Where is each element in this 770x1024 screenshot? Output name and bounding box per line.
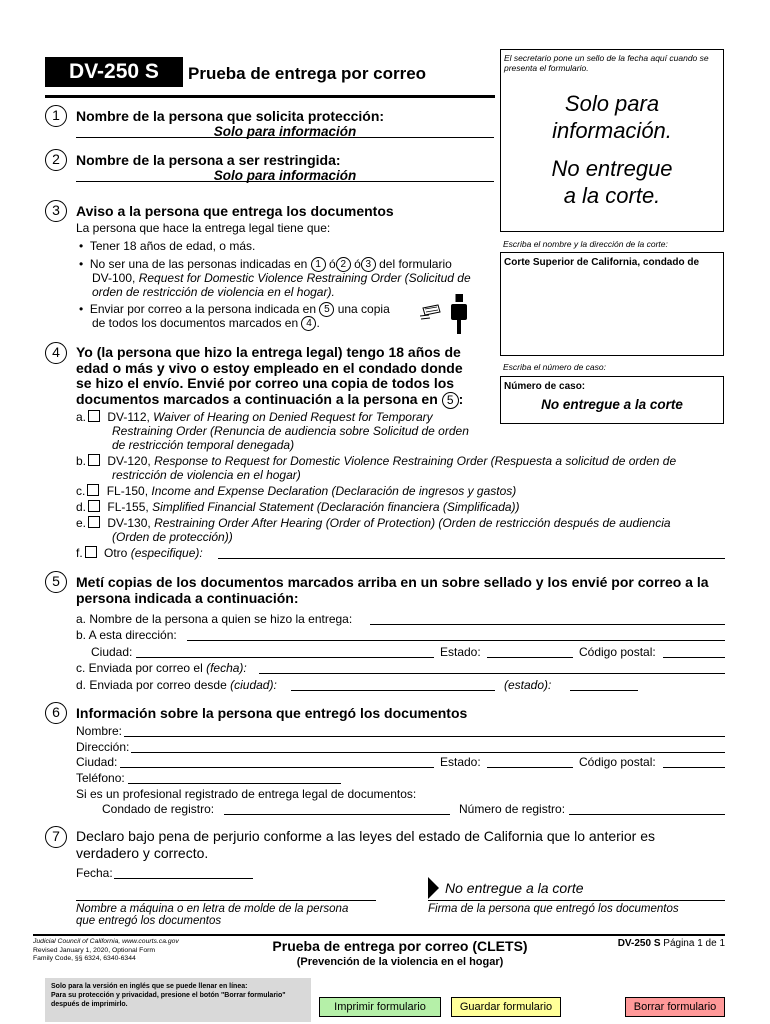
section-3-bullet-3-cont: de todos los documentos marcados en 4 . bbox=[92, 316, 320, 330]
s5-address-label: b. A esta dirección: bbox=[76, 628, 177, 642]
doc-item-c[interactable] bbox=[76, 484, 516, 498]
s6-address-field[interactable] bbox=[131, 752, 725, 753]
s6-regnum-label: Número de registro: bbox=[459, 802, 566, 816]
doc-item-f[interactable] bbox=[76, 546, 203, 560]
header-rule bbox=[45, 95, 495, 98]
doc-item-b-cont: restricción de violencia en el hogar) bbox=[112, 468, 301, 482]
bullet-3-text-b: una copia bbox=[337, 302, 390, 316]
s7-date-field[interactable] bbox=[114, 878, 253, 879]
section-5-title bbox=[76, 574, 709, 606]
item-c-letter: c. bbox=[76, 484, 86, 498]
doc-item-a-cont bbox=[112, 424, 469, 452]
bullet-2-form: DV-100, bbox=[92, 271, 136, 285]
no-file-line-2: a la corte. bbox=[563, 183, 661, 208]
s5-city-field[interactable] bbox=[136, 657, 434, 658]
s5-from-label bbox=[76, 678, 277, 692]
section-3-bullet-1: • Tener 18 años de edad, o más. bbox=[79, 239, 256, 253]
bullet-3-text-c: de todos los documentos marcados en bbox=[92, 316, 299, 330]
doc-item-a[interactable] bbox=[76, 410, 496, 424]
ref-2: 2 bbox=[336, 257, 351, 272]
item-a-code: DV-112, bbox=[107, 410, 150, 424]
section-7-number: 7 bbox=[45, 826, 67, 848]
section-4-title-2: edad o más y vivo o estoy empleado en el condado donde bbox=[76, 359, 463, 376]
item-c-code: FL-150, bbox=[106, 484, 149, 498]
section-6-number: 6 bbox=[45, 702, 67, 724]
item-b-l1: Response to Request for Domestic Violence Restraining Order (Respuesta a solicitud de orden de bbox=[154, 454, 677, 468]
s7-signature-value: No entregue a la corte bbox=[445, 880, 584, 896]
footer-rule bbox=[33, 934, 725, 936]
notice-2: Para su protección y privacidad, presione el botón "Borrar formulario" bbox=[51, 992, 286, 999]
section-3-title: Aviso a la persona que entrega los documentos bbox=[76, 203, 394, 219]
s6-zip-label: Código postal: bbox=[579, 755, 656, 769]
s6-phone-field[interactable] bbox=[128, 783, 341, 784]
ref-3: 3 bbox=[361, 257, 376, 272]
checkbox-c[interactable] bbox=[87, 484, 99, 496]
item-f-letter: f. bbox=[76, 546, 83, 560]
ref-1: 1 bbox=[311, 257, 326, 272]
footer-page: Página 1 de 1 bbox=[663, 938, 725, 949]
section-3-number: 3 bbox=[45, 200, 67, 222]
item-f-l1: (especifique): bbox=[130, 546, 203, 560]
s5-recipient-field[interactable] bbox=[370, 624, 725, 625]
footer-code: Family Code, §§ 6324, 6340-6344 bbox=[33, 955, 136, 962]
s6-phone-label: Teléfono: bbox=[76, 771, 125, 785]
s7-print-name-caption-2: que entregó los documentos bbox=[76, 915, 222, 927]
checkbox-f[interactable] bbox=[85, 546, 97, 558]
item-b-letter: b. bbox=[76, 454, 87, 468]
ref-5: 5 bbox=[319, 302, 334, 317]
section-5-title-2: persona indicada a continuación: bbox=[76, 590, 299, 606]
section-3-bullet-2: • No ser una de las personas indicadas en 1 ó 2 ó 3 del formulario bbox=[79, 257, 452, 271]
item-a-l2: Restraining Order (Renuncia de audiencia sobre Solicitud de orden bbox=[112, 424, 469, 438]
restrained-person-name[interactable]: Solo para información bbox=[213, 168, 357, 183]
s5-zip-field[interactable] bbox=[663, 657, 725, 658]
s5-date-label bbox=[76, 661, 247, 675]
s6-city-field[interactable] bbox=[120, 767, 434, 768]
section-6-title: Información sobre la persona que entregó los documentos bbox=[76, 705, 468, 721]
s6-county-label: Condado de registro: bbox=[102, 802, 215, 816]
court-label: Escriba el nombre y la dirección de la corte: bbox=[503, 239, 668, 249]
footer-council: Judicial Council of California, www.courts.ca.gov bbox=[33, 938, 179, 945]
s6-zip-field[interactable] bbox=[663, 767, 725, 768]
mailbox-icon bbox=[420, 292, 476, 336]
section-2-title: Nombre de la persona a ser restringida: bbox=[76, 152, 341, 168]
footer-title: Prueba de entrega por correo (CLETS) bbox=[272, 938, 528, 954]
other-specify-field[interactable] bbox=[218, 558, 725, 559]
ref-5b: 5 bbox=[442, 392, 459, 409]
section-4-title-3: se hizo el envío. Envié por correo una copia de todos los bbox=[76, 375, 455, 391]
s7-declaration bbox=[76, 828, 655, 862]
s7-print-name-caption-1: Nombre a máquina o en letra de molde de la persona bbox=[76, 903, 349, 915]
doc-item-e[interactable] bbox=[76, 516, 671, 530]
s5-from-label-b: (ciudad): bbox=[230, 678, 277, 692]
footer-subtitle: (Prevención de la violencia en el hogar) bbox=[296, 956, 504, 968]
section-1-title: Nombre de la persona que solicita protección: bbox=[76, 108, 385, 124]
s7-declaration-1: Declaro bajo pena de perjurio conforme a las leyes del estado de California que lo anterior es bbox=[76, 828, 656, 844]
section-5-title-1: Metí copias de los documentos marcados arriba en un sobre sellado y los envié por correo a la bbox=[76, 574, 709, 590]
s6-county-field[interactable] bbox=[224, 814, 450, 815]
save-form-button[interactable]: Guardar formulario bbox=[451, 997, 561, 1017]
info-only-stamp bbox=[500, 90, 724, 209]
s6-state-field[interactable] bbox=[487, 767, 573, 768]
case-field-label: Número de caso: bbox=[504, 381, 586, 392]
section-2-number: 2 bbox=[45, 149, 67, 171]
s6-address-label: Dirección: bbox=[76, 740, 130, 754]
signature-arrow-icon bbox=[428, 877, 439, 899]
s7-declaration-2: verdadero y correcto. bbox=[76, 845, 209, 861]
notice-1: Solo para la versión en inglés que se puede llenar en línea: bbox=[51, 983, 248, 990]
s5-date-label-b: (fecha): bbox=[206, 661, 247, 675]
checkbox-b[interactable] bbox=[88, 454, 100, 466]
checkbox-d[interactable] bbox=[88, 500, 100, 512]
bullet-2-form-title: Request for Domestic Violence Restraining Order (Solicitud de orden de restricción de violencia en el hogar). bbox=[92, 271, 471, 299]
item-d-letter: d. bbox=[76, 500, 87, 514]
item-a-l3: de restricción temporal denegada) bbox=[112, 438, 295, 452]
item-e-l1: Restraining Order After Hearing (Order of Protection) (Orden de restricción después de audiencia bbox=[154, 516, 671, 530]
section-3-intro: La persona que hace la entrega legal tiene que: bbox=[76, 221, 331, 235]
item-d-l1: Simplified Financial Statement (Declaración financiera (Simplificada)) bbox=[152, 500, 520, 514]
bullet-1-text: Tener 18 años de edad, o más. bbox=[89, 239, 256, 253]
s6-city-label: Ciudad: bbox=[76, 755, 118, 769]
s5-from-state-label: (estado): bbox=[504, 678, 552, 692]
form-id-box: DV-250 S bbox=[45, 57, 183, 87]
item-e-code: DV-130, bbox=[107, 516, 151, 530]
section-4-title bbox=[76, 345, 463, 409]
s6-name-field[interactable] bbox=[124, 736, 725, 737]
ref-4: 4 bbox=[301, 316, 316, 331]
s5-from-city-field[interactable] bbox=[291, 690, 495, 691]
item-a-l1: Waiver of Hearing on Denied Request for Temporary bbox=[153, 410, 433, 424]
no-file-line-1: No entregue bbox=[551, 156, 673, 181]
footer-form-id: DV-250 S bbox=[617, 938, 661, 949]
section-5-number: 5 bbox=[45, 571, 67, 593]
doc-item-b[interactable] bbox=[76, 454, 676, 468]
s6-name-label: Nombre: bbox=[76, 724, 123, 738]
checkbox-e[interactable] bbox=[88, 516, 100, 528]
protected-person-line bbox=[76, 137, 494, 138]
footer-left bbox=[33, 938, 179, 964]
bullet-2-or-2: ó bbox=[354, 257, 361, 271]
s5-state-field[interactable] bbox=[487, 657, 573, 658]
clear-form-button[interactable]: Borrar formulario bbox=[625, 997, 725, 1017]
print-form-button[interactable]: Imprimir formulario bbox=[319, 997, 441, 1017]
bullet-2-or-1: ó bbox=[329, 257, 336, 271]
restrained-person-line bbox=[76, 181, 494, 182]
item-b-code: DV-120, bbox=[107, 454, 151, 468]
clerk-note: El secretario pone un sello de la fecha aquí cuando se presenta el formulario. bbox=[504, 53, 709, 73]
section-1-number: 1 bbox=[45, 105, 67, 127]
notice-3: después de imprimirlo. bbox=[51, 1001, 128, 1008]
checkbox-a[interactable] bbox=[88, 410, 100, 422]
bullet-3-text-a: Enviar por correo a la persona indicada en bbox=[89, 302, 317, 316]
s6-state-label: Estado: bbox=[440, 755, 481, 769]
online-notice bbox=[45, 978, 311, 1022]
section-4-number: 4 bbox=[45, 342, 67, 364]
footer-revised: Revised January 1, 2020, Optional Form bbox=[33, 946, 156, 954]
doc-item-e-cont: (Orden de protección)) bbox=[112, 530, 233, 544]
s5-address-field[interactable] bbox=[187, 640, 725, 641]
s5-zip-label: Código postal: bbox=[579, 645, 656, 659]
s5-from-state-field[interactable] bbox=[570, 690, 638, 691]
s6-reg-question: Si es un profesional registrado de entrega legal de documentos: bbox=[76, 787, 417, 801]
info-only-line-2: información. bbox=[552, 118, 672, 143]
item-f-code: Otro bbox=[104, 546, 128, 560]
bullet-2-text-a: No ser una de las personas indicadas en bbox=[89, 257, 308, 271]
section-4-title-1: Yo (la persona que hizo la entrega legal) tengo 18 años de bbox=[76, 344, 461, 360]
s7-signature-field[interactable] bbox=[428, 900, 725, 901]
s5-city-label: Ciudad: bbox=[91, 645, 133, 659]
s7-date-label: Fecha: bbox=[76, 866, 113, 880]
s5-date-label-a: c. Enviada por correo el bbox=[76, 661, 203, 675]
item-e-letter: e. bbox=[76, 516, 87, 530]
item-c-l1: Income and Expense Declaration (Declaración de ingresos y gastos) bbox=[151, 484, 517, 498]
s7-signature-caption: Firma de la persona que entregó los documentos bbox=[428, 903, 679, 915]
s6-regnum-field[interactable] bbox=[569, 814, 725, 815]
protected-person-name[interactable]: Solo para información bbox=[213, 124, 357, 139]
info-only-line-1: Solo para bbox=[564, 91, 660, 116]
section-4-title-4-text: documentos marcados a continuación a la persona en bbox=[76, 390, 438, 407]
form-title: Prueba de entrega por correo bbox=[188, 64, 427, 83]
section-4-title-4: documentos marcados a continuación a la persona en 5 : bbox=[76, 390, 464, 407]
doc-item-d[interactable] bbox=[76, 500, 520, 514]
s5-recipient-label: a. Nombre de la persona a quien se hizo la entrega: bbox=[76, 612, 353, 626]
bullet-2-text-b: del formulario bbox=[379, 257, 452, 271]
s7-print-name-field[interactable] bbox=[76, 900, 376, 901]
s5-date-field[interactable] bbox=[259, 673, 725, 674]
section-3-bullet-3: • Enviar por correo a la persona indicada en 5 una copia bbox=[79, 302, 390, 316]
s5-from-label-a: d. Enviada por correo desde bbox=[76, 678, 227, 692]
footer-page-info bbox=[618, 938, 725, 949]
s7-print-name-caption bbox=[76, 903, 348, 927]
case-label: Escriba el número de caso: bbox=[503, 362, 606, 372]
item-a-letter: a. bbox=[76, 410, 87, 424]
court-value: Corte Superior de California, condado de bbox=[504, 257, 700, 268]
s5-state-label: Estado: bbox=[440, 645, 481, 659]
case-value: No entregue a la corte bbox=[541, 397, 683, 412]
item-d-code: FL-155, bbox=[107, 500, 149, 514]
